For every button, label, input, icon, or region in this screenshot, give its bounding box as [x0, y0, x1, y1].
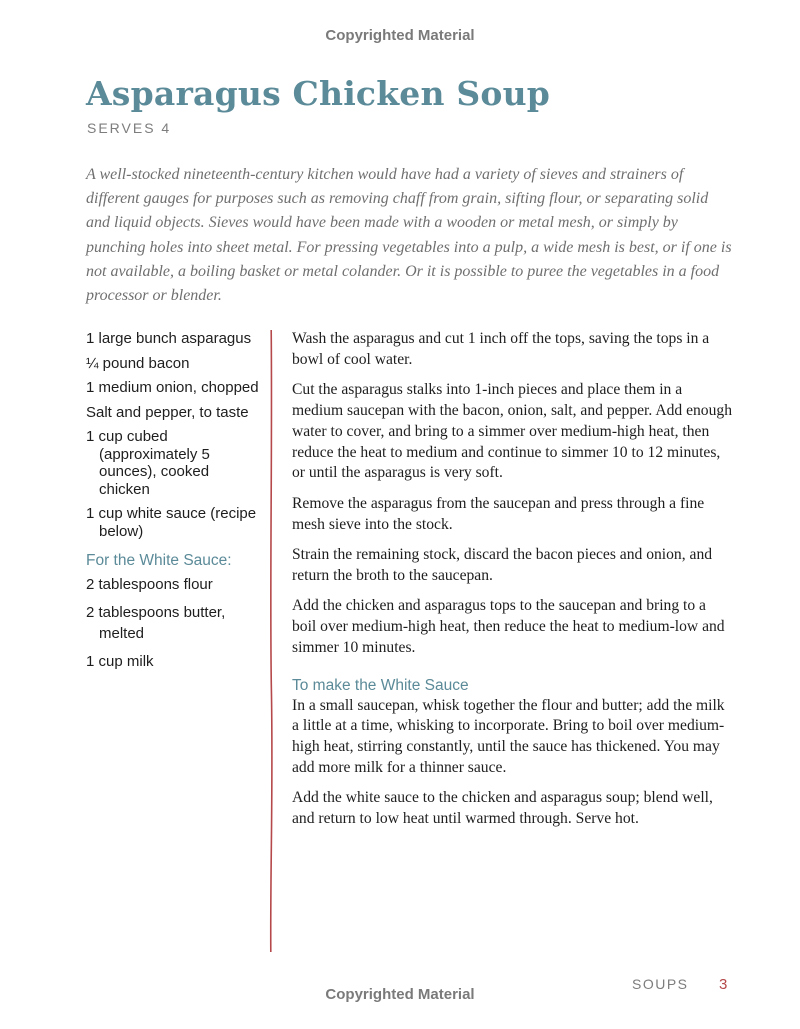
sauce-method-step: In a small saucepan, whisk together the flour and butter; add the milk a little at a time, whisking to incorporate. Bring to boil over medium-high heat, stirring constantly, until the sauce has thickened. You may add more milk for a thinner sauce. — [292, 696, 725, 776]
white-sauce-ingredients-heading: For the White Sauce: — [86, 552, 232, 569]
ingredient-item: 1 medium onion, chopped — [86, 379, 259, 396]
serves-label: SERVES 4 — [87, 120, 172, 136]
ingredient-item: ¼ pound bacon — [86, 354, 190, 372]
ingredient-item: 1 cup white sauce (recipe below) — [86, 505, 257, 540]
method-step: Wash the asparagus and cut 1 inch off the tops, saving the tops in a bowl of cool water. — [292, 330, 710, 368]
method-step: Strain the remaining stock, discard the bacon pieces and onion, and return the broth to the saucepan. — [292, 545, 713, 584]
column-divider-line — [268, 330, 274, 952]
ingredient-item: Salt and pepper, to taste — [86, 403, 249, 421]
ingredient-item: 1 cup cubed (approximately 5 ounces), cooked chicken — [86, 428, 210, 498]
sauce-ingredient-item: 1 cup milk — [86, 653, 154, 670]
method-step: Cut the asparagus stalks into 1-inch pieces and place them in a medium saucepan with the bacon, onion, salt, and pepper. Add enough water to cover, and bring to a simmer over medium-high heat, then reduce the heat to medium and continue to simmer 10 to 12 minutes, or until the asparagus is very soft. — [292, 381, 732, 482]
method-steps — [292, 329, 732, 840]
method-step: Add the chicken and asparagus tops to the saucepan and bring to a boil over medium-high heat, then reduce the heat to medium-low and simmer 10 minutes. — [292, 597, 725, 656]
copyright-watermark-bottom: Copyrighted Material — [325, 986, 475, 1003]
sauce-method-step: Add the white sauce to the chicken and asparagus soup; blend well, and return to low heat until warmed through. Serve hot. — [292, 789, 713, 828]
white-sauce-method-heading: To make the White Sauce — [292, 676, 469, 694]
ingredients-list — [86, 330, 264, 681]
footer-section-name: SOUPS — [632, 976, 689, 992]
method-step: Remove the asparagus from the saucepan and press through a fine mesh sieve into the stock. — [292, 494, 705, 533]
sauce-ingredient-item: 2 tablespoons butter, melted — [86, 604, 226, 642]
copyright-watermark-top: Copyrighted Material — [325, 27, 475, 44]
recipe-title: Asparagus Chicken Soup — [86, 74, 551, 113]
sauce-ingredient-item: 2 tablespoons flour — [86, 575, 213, 593]
ingredient-item: 1 large bunch asparagus — [86, 330, 252, 347]
recipe-intro: A well-stocked nineteenth-century kitchen would have had a variety of sieves and strainers of different gauges for purposes such as removing chaff from grain, sifting flour, or separating solid and liquid objects. Sieves would have been made with a wooden or metal mesh, or simply by punching holes into sheet metal. For pressing vegetables into a pulp, a wide mesh is best, or if one is not available, a boiling basket or metal colander. Or it is possible to puree the vegetables in a food processor or blender. — [86, 166, 732, 305]
page-number: 3 — [719, 976, 728, 993]
